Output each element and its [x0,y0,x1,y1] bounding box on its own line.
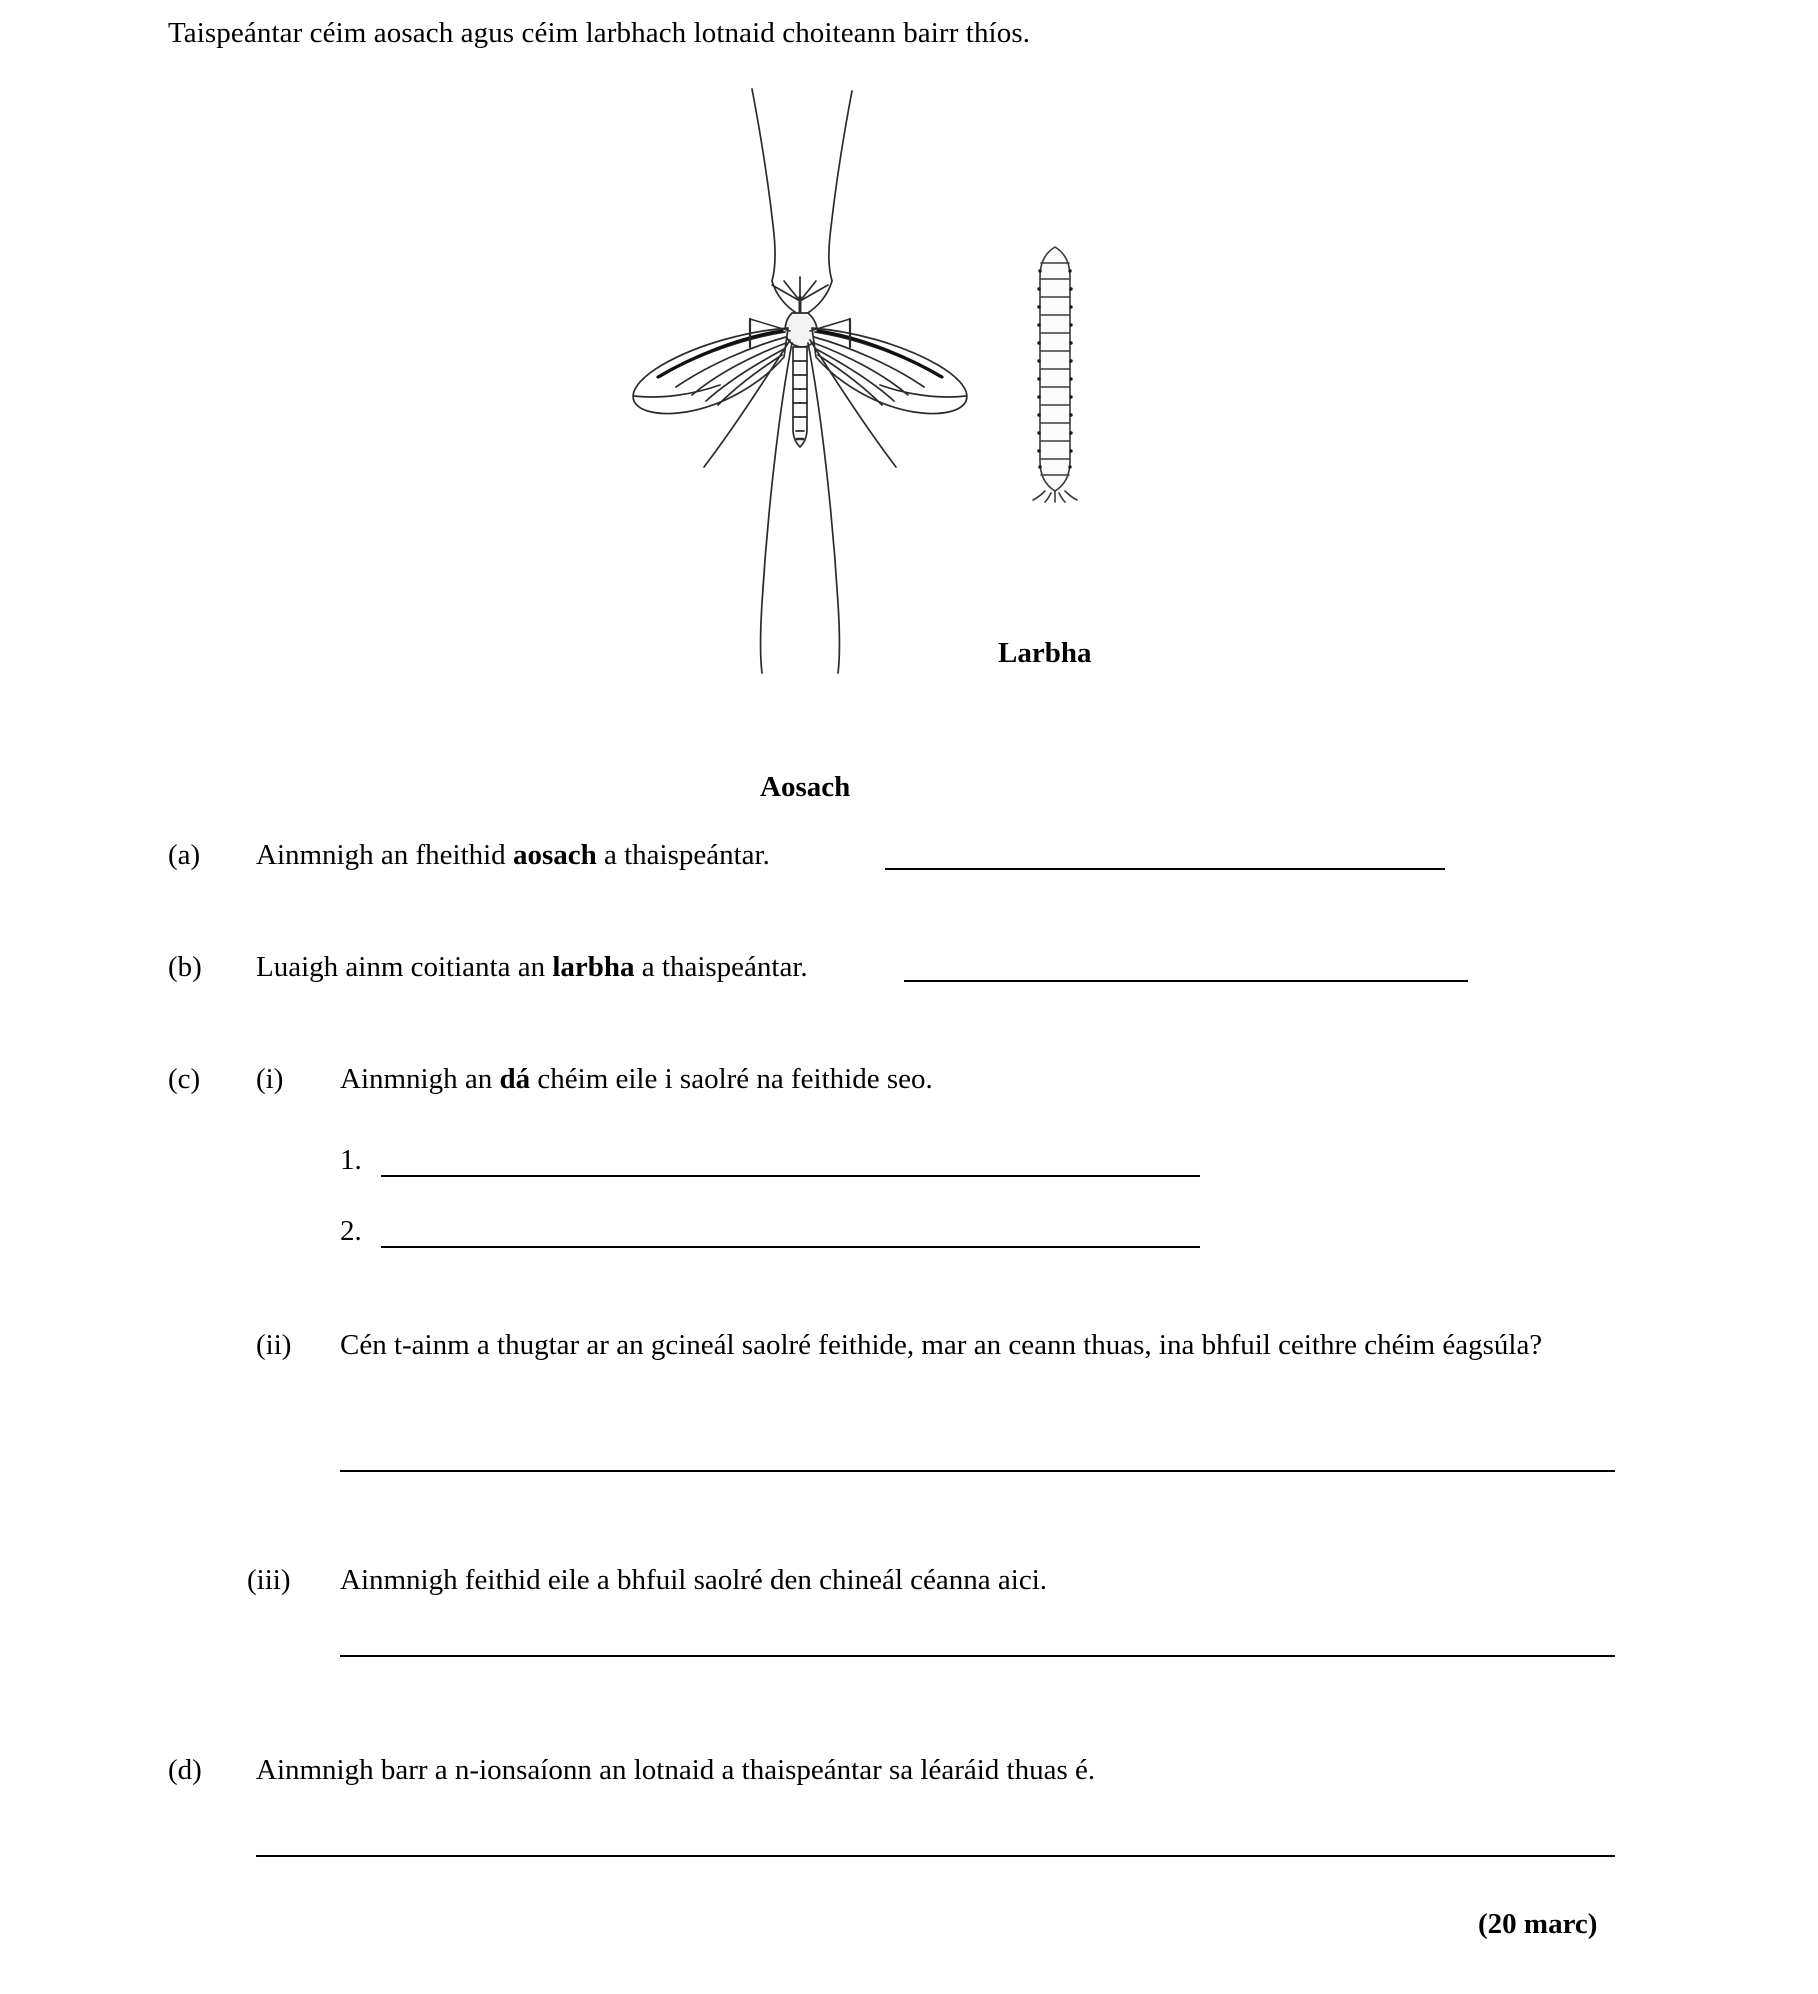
question-b-text-after: a thaispeántar. [634,951,808,983]
question-c-ii-text: Cén t-ainm a thugtar ar an gcineál saolré feithide, mar an ceann thuas, ina bhfuil ceithre chéim éagsúla? [340,1329,1543,1361]
question-c-i-text-before: Ainmnigh an [340,1063,500,1095]
question-a-text [256,835,770,875]
answer-2-label: 2. [340,1215,362,1247]
question-a-bold: aosach [512,839,597,871]
question-c-ii-marker: (ii) [256,1329,292,1361]
question-c-iii-text: Ainmnigh feithid eile a bhfuil saolré den chineál céanna aici. [340,1564,1048,1596]
question-d-marker: (d) [168,1754,202,1786]
question-c-iii-marker: (iii) [247,1564,291,1596]
crane-fly-larva-illustration [1015,243,1095,503]
answer-1-label: 1. [340,1144,362,1176]
question-b-bold: larbha [552,951,635,983]
answer-line-b[interactable] [904,980,1468,982]
answer-line-d[interactable] [256,1855,1615,1857]
crane-fly-adult-illustration [600,85,1000,675]
question-a-text-after: a thaispeántar. [596,839,770,871]
intro-text: Taispeántar céim aosach agus céim larbhach lotnaid choiteann bairr thíos. [168,17,1031,49]
question-b-text [256,947,808,987]
answer-line-c-iii[interactable] [340,1655,1615,1657]
question-c-i-text-after: chéim eile i saolré na feithide seo. [530,1063,933,1095]
question-c-marker: (c) [168,1063,201,1095]
question-a-text-before: Ainmnigh an fheithid [256,839,513,871]
answer-line-c-i-1[interactable] [381,1175,1200,1177]
marks-label: (20 marc) [1478,1908,1598,1940]
question-c-i-bold: dá [499,1063,531,1095]
answer-line-c-i-2[interactable] [381,1246,1200,1248]
answer-line-a[interactable] [885,868,1445,870]
question-d-text: Ainmnigh barr a n-ionsaíonn an lotnaid a thaispeántar sa léaráid thuas é. [256,1754,1096,1786]
question-a-marker: (a) [168,839,201,871]
figure-block [600,85,1160,803]
larva-label: Larbha [998,637,1092,669]
question-c-i-marker: (i) [256,1063,284,1095]
question-b-marker: (b) [168,951,202,983]
answer-line-c-ii[interactable] [340,1470,1615,1472]
question-b-text-before: Luaigh ainm coitianta an [256,951,553,983]
adult-label: Aosach [760,771,851,803]
question-c-i-text [340,1059,933,1099]
